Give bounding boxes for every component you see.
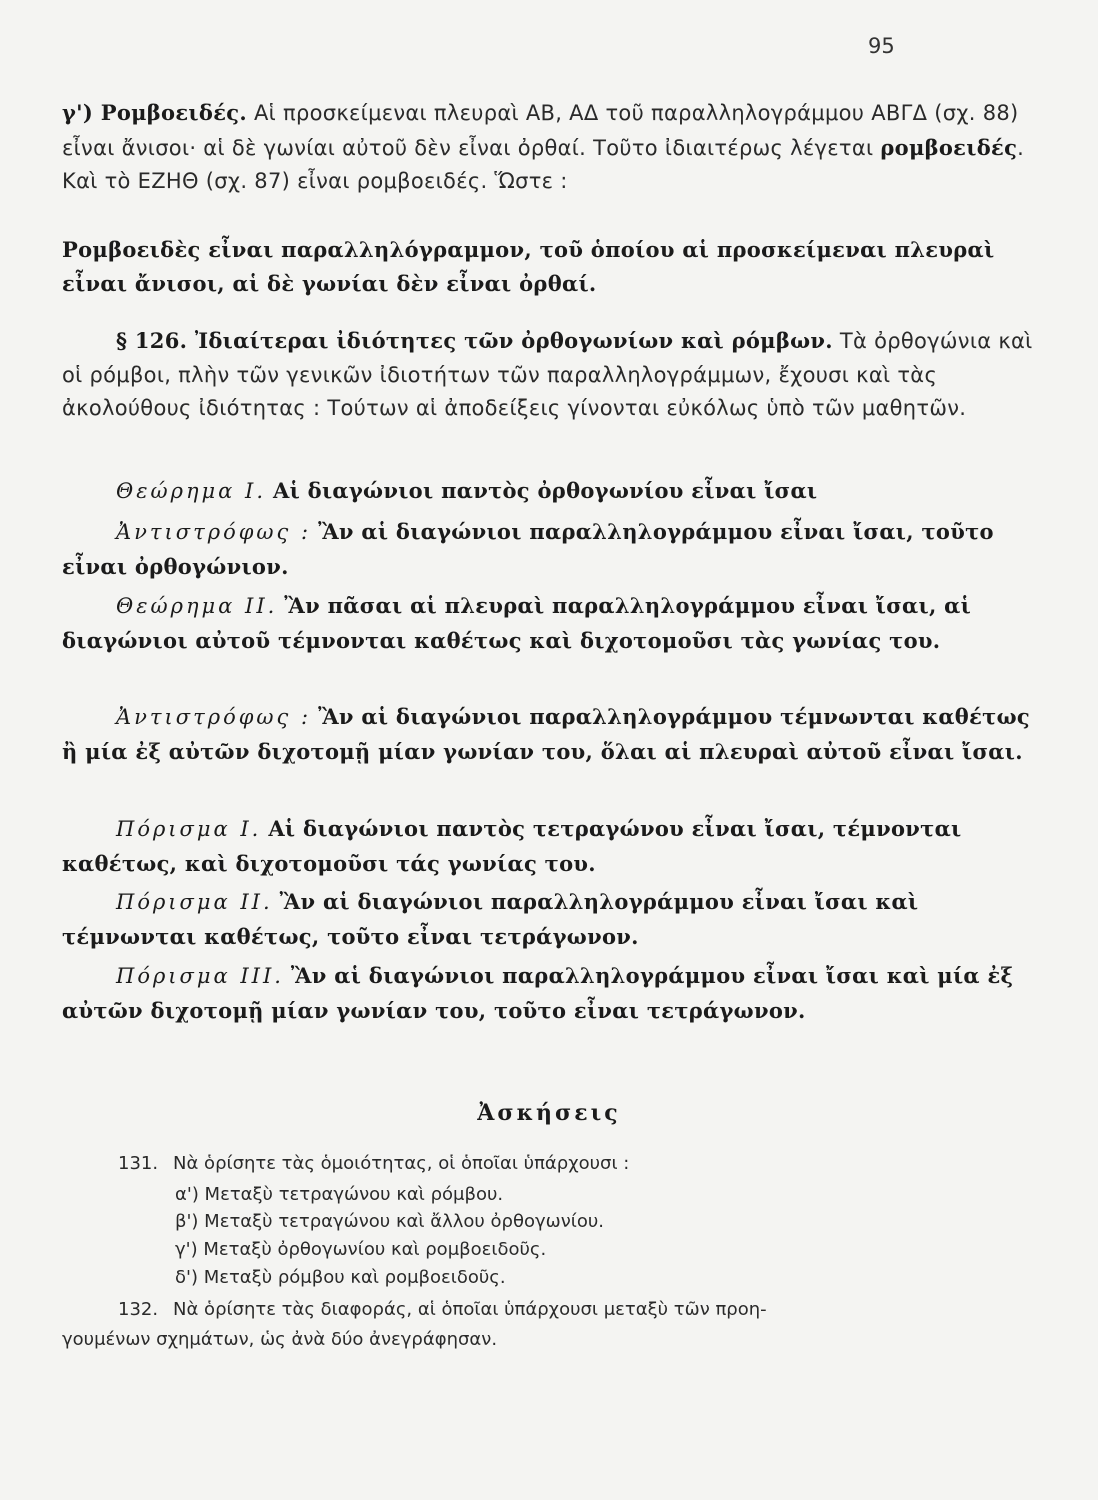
corollary-2-label: Πόρισμα ΙΙ. bbox=[116, 890, 273, 914]
section-126 bbox=[62, 324, 1037, 426]
rhomboid-term: ρομβοειδές bbox=[880, 134, 1018, 160]
theorem-1-label: Θεώρημα Ι. bbox=[116, 479, 267, 503]
converse-2 bbox=[62, 700, 1037, 769]
exercise-131-item-d: δ') Μεταξὺ ρόμβου καὶ ρομβοειδοῦς. bbox=[175, 1267, 506, 1288]
converse-1-text: Ἂν αἱ διαγώνιοι παραλληλογράμμου εἶναι ἴσαι, τοῦτο εἶναι ὀρθογώνιον. bbox=[62, 519, 994, 579]
exercise-131-item-b: β') Μεταξὺ τετραγώνου καὶ ἄλλου ὀρθογωνίου. bbox=[175, 1211, 605, 1232]
rhomboid-text: Αἱ προσκείμεναι πλευραὶ ΑΒ, ΑΔ τοῦ παραλληλογράμμου ΑΒΓΔ (σχ. 88) εἶναι ἄνισοι· αἱ δὲ γωνίαι αὐτοῦ δὲν εἶναι ὀρθαί. Τοῦτο ἰδιαιτέρως λέγεται bbox=[62, 101, 1019, 160]
converse-2-label: Ἀντιστρόφως : bbox=[116, 705, 312, 729]
exercise-131-text: Νὰ ὁρίσητε τὰς ὁμοιότητας, οἱ ὁποῖαι ὑπάρχουσι : bbox=[173, 1153, 630, 1174]
section-126-heading: § 126. Ἰδιαίτεραι ἰδιότητες τῶν ὀρθογωνίων καὶ ρόμβων. bbox=[116, 328, 833, 353]
corollary-3-text: Ἂν αἱ διαγώνιοι παραλληλογράμμου εἶναι ἴσαι καὶ μία ἐξ αὐτῶν διχοτομῇ μίαν γωνίαν του, τοῦτο εἶναι τετράγωνον. bbox=[62, 963, 1014, 1023]
theorem-1-text: Αἱ διαγώνιοι παντὸς ὀρθογωνίου εἶναι ἴσαι bbox=[273, 478, 818, 503]
rhomboid-text2: . Καὶ τὸ ΕΖΗΘ (σχ. 87) εἶναι ρομβοειδές. Ὥστε : bbox=[62, 135, 1025, 193]
exercise-132-number: 132. bbox=[118, 1299, 159, 1320]
theorem-2 bbox=[62, 589, 1037, 658]
rhomboid-lead: γ') Ρομβοειδές. bbox=[62, 100, 247, 125]
corollary-1 bbox=[62, 812, 1037, 881]
theorem-1 bbox=[62, 474, 1037, 509]
converse-1 bbox=[62, 515, 1037, 584]
corollary-1-text: Αἱ διαγώνιοι παντὸς τετραγώνου εἶναι ἴσαι, τέμνονται καθέτως, καὶ διχοτομοῦσι τάς γωνίας του. bbox=[62, 816, 962, 876]
corollary-2-text: Ἂν αἱ διαγώνιοι παραλληλογράμμου εἶναι ἴσαι καὶ τέμνωνται καθέτως, τοῦτο εἶναι τετράγωνον. bbox=[62, 889, 919, 949]
corollary-3-label: Πόρισμα ΙΙΙ. bbox=[116, 964, 284, 988]
exercise-131-item-c: γ') Μεταξὺ ὀρθογωνίου καὶ ρομβοειδοῦς. bbox=[175, 1239, 547, 1260]
section-126-text: Τὰ ὀρθογώνια καὶ οἱ ρόμβοι, πλὴν τῶν γενικῶν ἰδιοτήτων τῶν παραλληλογράμμων, ἔχουσι καὶ τὰς ἀκολούθους ἰδιότητας : Τούτων αἱ ἀποδείξεις γίνονται εὐκόλως ὑπὸ τῶν μαθητῶν. bbox=[62, 329, 1033, 420]
exercises-heading: Ἀσκήσεις bbox=[477, 1100, 621, 1126]
paragraph-rhomboid bbox=[62, 96, 1037, 199]
corollary-1-label: Πόρισμα Ι. bbox=[116, 817, 262, 841]
exercise-131-item-a: α') Μεταξὺ τετραγώνου καὶ ρόμβου. bbox=[175, 1184, 504, 1205]
corollary-3 bbox=[62, 959, 1037, 1028]
corollary-2 bbox=[62, 885, 1037, 954]
page-number: 95 bbox=[868, 34, 895, 58]
theorem-2-text: Ἂν πᾶσαι αἱ πλευραὶ παραλληλογράμμου εἶναι ἴσαι, αἱ διαγώνιοι αὐτοῦ τέμνονται καθέτως καὶ διχοτομοῦσι τὰς γωνίας του. bbox=[62, 593, 972, 653]
theorem-2-label: Θεώρημα ΙΙ. bbox=[116, 594, 278, 618]
exercise-131-number: 131. bbox=[118, 1153, 159, 1174]
converse-1-label: Ἀντιστρόφως : bbox=[116, 520, 312, 544]
rhomboid-definition: Ρομβοειδὲς εἶναι παραλληλόγραμμον, τοῦ ὁποίου αἱ προσκείμεναι πλευραὶ εἶναι ἄνισοι, αἱ δὲ γωνίαι δὲν εἶναι ὀρθαί. bbox=[62, 237, 995, 296]
exercise-132-line-2: γουμένων σχημάτων, ὡς ἀνὰ δύο ἀνεγράφησαν. bbox=[62, 1329, 498, 1350]
converse-2-text: Ἂν αἱ διαγώνιοι παραλληλογράμμου τέμνωνται καθέτως ἢ μία ἐξ αὐτῶν διχοτομῇ μίαν γωνίαν του, ὅλαι αἱ πλευραὶ αὐτοῦ εἶναι ἴσαι. bbox=[62, 704, 1030, 764]
exercise-132-line-1: Νὰ ὁρίσητε τὰς διαφοράς, αἱ ὁποῖαι ὑπάρχουσι μεταξὺ τῶν προη- bbox=[173, 1299, 767, 1320]
